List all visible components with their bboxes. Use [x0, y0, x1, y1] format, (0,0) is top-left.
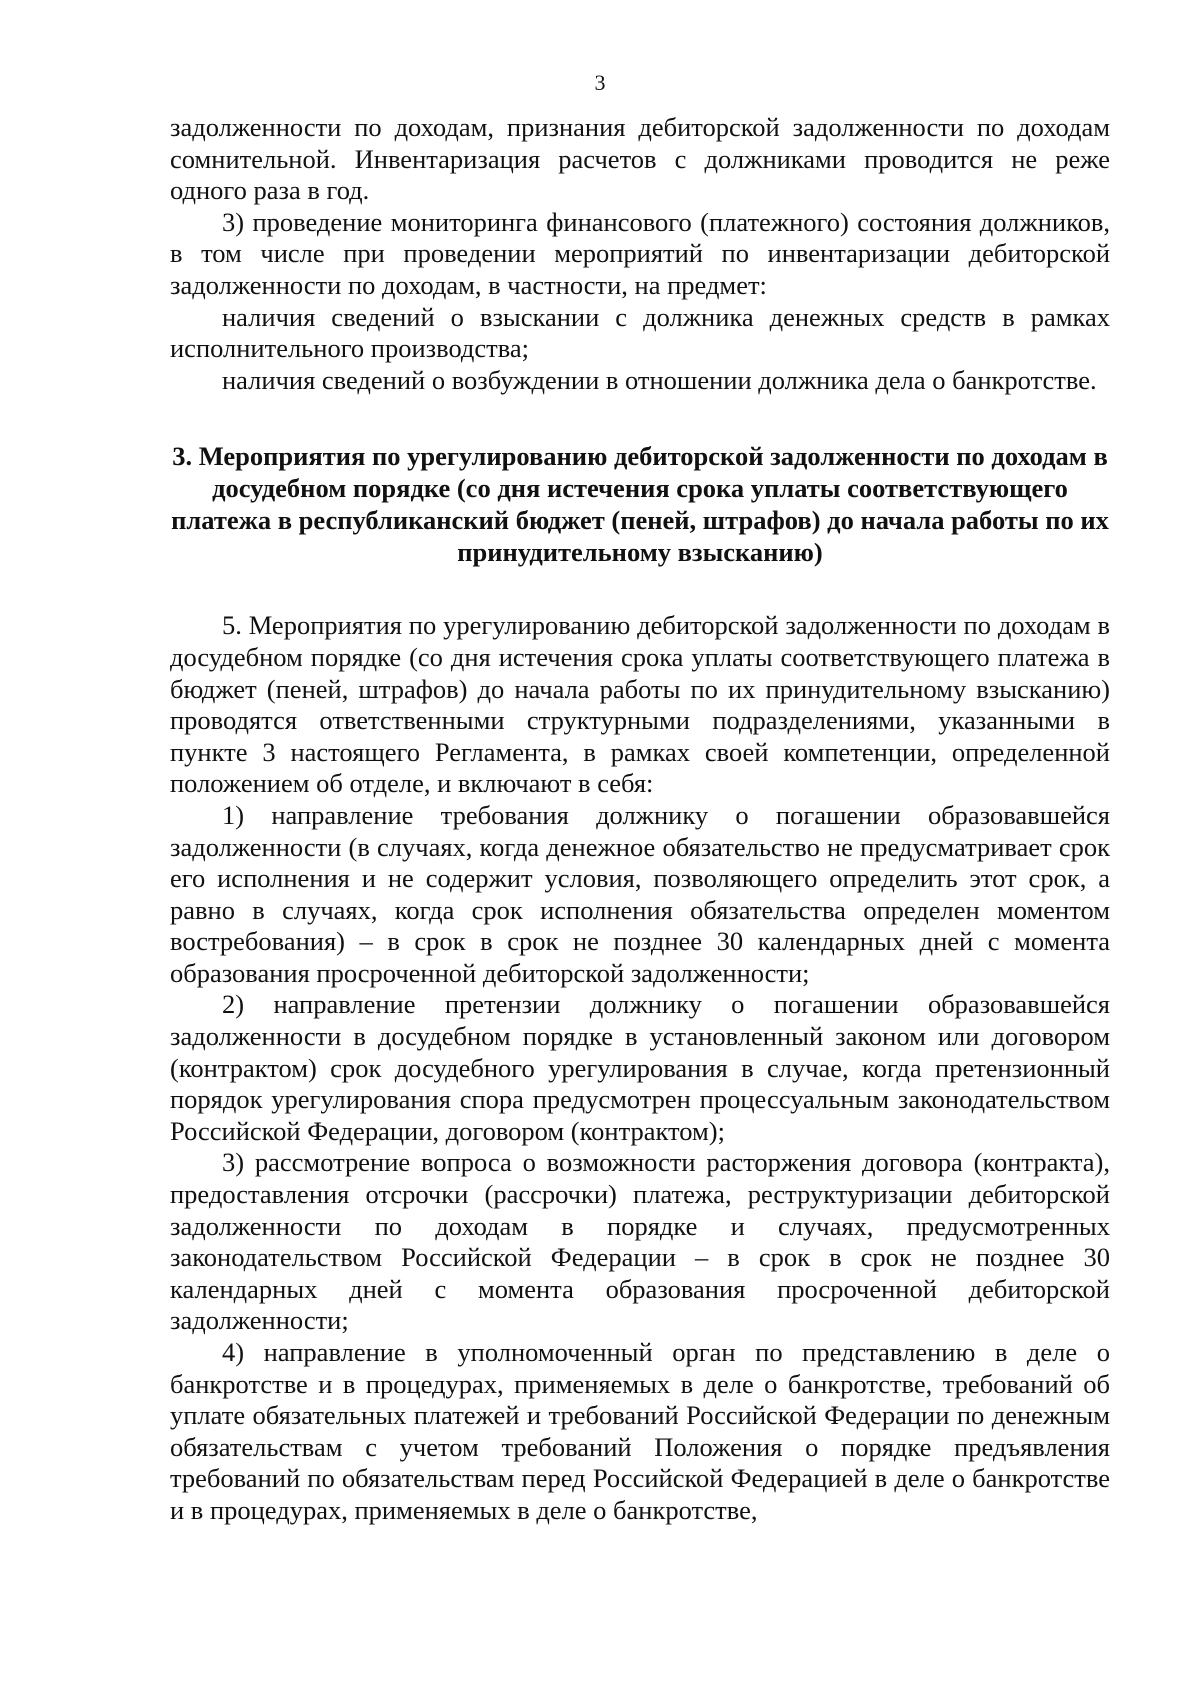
paragraph-subitem-1: 1) направление требования должнику о погашении образовавшейся задолженности (в случаях, когда денежное обязательство не предусматривает срок его исполнения и не содержит условия, позволяющего определить этот срок, а равно в случаях, когда срок исполнения обязательства определен моментом востребования) – в срок в срок не позднее 30 календарных дней с момента образования просроченной дебиторской задолженности;	[170, 799, 1110, 988]
paragraph-subitem-4: 4) направление в уполномоченный орган по представлению в деле о банкротстве и в процедурах, применяемых в деле о банкротстве, требований об уплате обязательных платежей и требований Российской Федерации по денежным обязательствам с учетом требований Положения о порядке предъявления требований по обязательствам перед Российской Федерацией в деле о банкротстве и в процедурах, применяемых в деле о банкротстве,	[170, 1337, 1110, 1525]
section-heading: 3. Мероприятия по урегулированию дебиторской задолженности по доходам в досудебном порядке (со дня истечения срока уплаты соответствующего платежа в республиканский бюджет (пеней, штрафов) до начала работы по их принудительному взысканию)	[171, 441, 1109, 568]
paragraph-subitem-2: 2) направление претензии должнику о погашении образовавшейся задолженности в досудебном порядке в установленный законом или договором (контрактом) срок досудебного урегулирования в случае, когда претензионный порядок урегулирования спора предусмотрен процессуальным законодательством Российской Федерации, договором (контрактом);	[170, 989, 1110, 1146]
paragraph-monitoring: 3) проведение мониторинга финансового (платежного) состояния должников, в том числе при проведении мероприятий по инвентаризации дебиторской задолженности по доходам, в частности, на предмет:	[170, 206, 1110, 300]
paragraph-item-5: 5. Мероприятия по урегулированию дебиторской задолженности по доходам в досудебном порядке (со дня истечения срока уплаты соответствующего платежа в бюджет (пеней, штрафов) до начала работы по их принудительному взысканию) проводятся ответственными структурными подразделениями, указанными в пункте 3 настоящего Регламента, в рамках своей компетенции, определенной положением об отделе, и включают в себя:	[170, 610, 1110, 799]
paragraph-bankruptcy-info: наличия сведений о возбуждении в отношении должника дела о банкротстве.	[222, 364, 1097, 395]
page-number: 3	[594, 70, 606, 95]
document-body	[170, 112, 1110, 1527]
paragraph-continuation: задолженности по доходам, признания дебиторской задолженности по доходам сомнительной. Инвентаризация расчетов с должниками проводится не реже одного раза в год.	[170, 112, 1110, 206]
paragraph-enforcement-info: наличия сведений о взыскании с должника денежных средств в рамках исполнительного производства;	[170, 301, 1110, 364]
intro-paragraphs	[170, 112, 1110, 396]
paragraph-subitem-3: 3) рассмотрение вопроса о возможности расторжения договора (контракта), предоставления отсрочки (рассрочки) платежа, реструктуризации дебиторской задолженности по доходам в порядке и случаях, предусмотренных законодательством Российской Федерации – в срок в срок не позднее 30 календарных дней с момента образования просроченной дебиторской задолженности;	[170, 1147, 1110, 1336]
section-paragraphs	[170, 610, 1110, 1526]
